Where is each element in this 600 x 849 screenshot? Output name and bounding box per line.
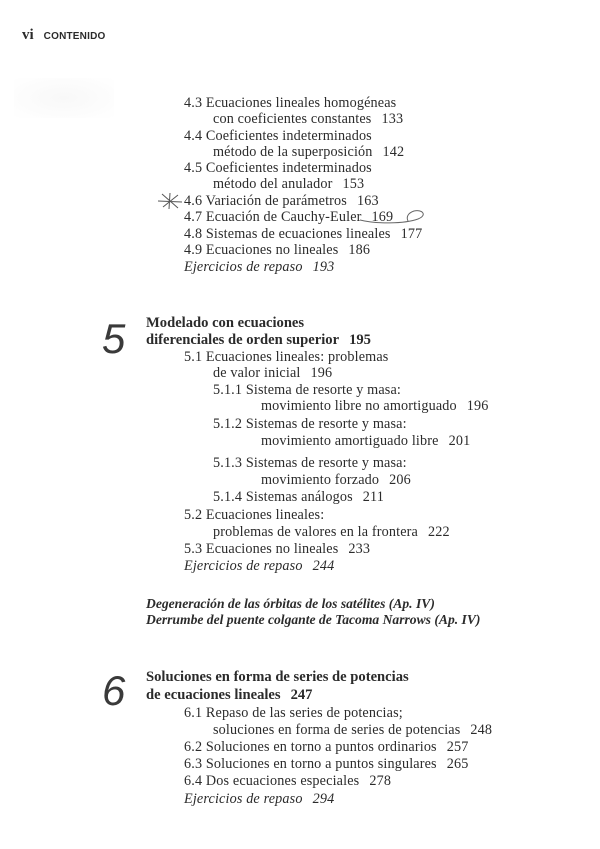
essay-entry-2: Derrumbe del puente colgante de Tacoma Narrows (Ap. IV) (146, 612, 481, 627)
toc-entry-6-1-line2: soluciones en forma de series de potencias 248 (213, 722, 493, 738)
chapter-5-title-line2: diferenciales de orden superior 195 (146, 332, 371, 348)
toc-entry-5-1-4: 5.1.4 Sistemas análogos 211 (213, 489, 385, 505)
chapter-5-title-line1: Modelado con ecuaciones (146, 315, 305, 331)
toc-review-ch6: Ejercicios de repaso 294 (184, 791, 335, 807)
toc-page-number: 211 (362, 489, 385, 505)
toc-page-number: 177 (400, 226, 423, 242)
toc-entry-5-1-line2: de valor inicial 196 (213, 365, 333, 381)
essay-entry-1: Degeneración de las órbitas de los satélites (Ap. IV) (146, 596, 435, 611)
toc-page-number: 278 (369, 773, 392, 789)
toc-review-ch5: Ejercicios de repaso 244 (184, 558, 335, 574)
toc-page-number: 244 (312, 558, 335, 574)
toc-entry-4-4-line1: 4.4 Coeficientes indeterminados (184, 128, 372, 144)
toc-page-number: 163 (356, 193, 379, 209)
toc-page-number: 133 (381, 111, 404, 127)
toc-entry-6-2: 6.2 Soluciones en torno a puntos ordinarios 257 (184, 739, 469, 755)
toc-page-number: 196 (466, 398, 489, 414)
toc-entry-4-3-line1: 4.3 Ecuaciones lineales homogéneas (184, 95, 397, 111)
chapter-6-title-line1: Soluciones en forma de series de potencias (146, 669, 409, 685)
toc-entry-5-1-3-line2: movimiento forzado 206 (261, 472, 411, 488)
circle-mark-icon (356, 207, 428, 225)
toc-entry-4-5-line2: método del anulador 153 (213, 176, 365, 192)
toc-page-number: 257 (446, 739, 469, 755)
toc-page-number: 265 (446, 756, 469, 772)
toc-page-number: 153 (342, 176, 365, 192)
toc-entry-4-6: 4.6 Variación de parámetros 163 (184, 193, 379, 209)
toc-page-number: 169 (371, 209, 394, 225)
toc-page-number: 193 (312, 259, 335, 275)
toc-entry-6-4: 6.4 Dos ecuaciones especiales 278 (184, 773, 392, 789)
toc-entry-5-1-2-line1: 5.1.2 Sistemas de resorte y masa: (213, 416, 407, 432)
toc-entry-4-7: 4.7 Ecuación de Cauchy-Euler 169 (184, 209, 394, 225)
toc-entry-6-1-line1: 6.1 Repaso de las series de potencias; (184, 705, 403, 721)
toc-page-number: 248 (470, 722, 493, 738)
toc-entry-4-4-line2: método de la superposición 142 (213, 144, 405, 160)
toc-page-number: 196 (310, 365, 333, 381)
toc-entry-4-8: 4.8 Sistemas de ecuaciones lineales 177 (184, 226, 423, 242)
toc-page-number: 222 (427, 524, 450, 540)
toc-entry-5-1-line1: 5.1 Ecuaciones lineales: problemas (184, 349, 389, 365)
chapter-6-number: 6 (102, 667, 126, 714)
toc-page-number: 294 (312, 791, 335, 807)
toc-entry-5-2-line2: problemas de valores en la frontera 222 (213, 524, 450, 540)
scan-smudge (14, 78, 114, 118)
toc-page-number: 195 (349, 332, 371, 348)
asterisk-mark-icon (156, 192, 184, 210)
chapter-5-number: 5 (102, 315, 126, 362)
toc-entry-4-9: 4.9 Ecuaciones no lineales 186 (184, 242, 371, 258)
toc-entry-5-3: 5.3 Ecuaciones no lineales 233 (184, 541, 371, 557)
running-title: CONTENIDO (43, 31, 106, 42)
toc-page-number: 201 (448, 433, 471, 449)
toc-entry-5-1-3-line1: 5.1.3 Sistemas de resorte y masa: (213, 455, 407, 471)
toc-page-number: 233 (348, 541, 371, 557)
toc-page-number: 206 (389, 472, 411, 488)
toc-entry-4-5-line1: 4.5 Coeficientes indeterminados (184, 160, 372, 176)
toc-entry-6-3: 6.3 Soluciones en torno a puntos singulares 265 (184, 756, 469, 772)
toc-page-number: 247 (290, 687, 313, 703)
toc-entry-5-1-1-line2: movimiento libre no amortiguado 196 (261, 398, 489, 414)
page-header (22, 27, 105, 44)
toc-review-ch4: Ejercicios de repaso 193 (184, 259, 335, 275)
toc-page-number: 186 (348, 242, 371, 258)
toc-entry-5-1-2-line2: movimiento amortiguado libre 201 (261, 433, 471, 449)
toc-entry-4-3-line2: con coeficientes constantes 133 (213, 111, 404, 127)
toc-entry-5-2-line1: 5.2 Ecuaciones lineales: (184, 507, 325, 523)
toc-page-number: 142 (382, 144, 405, 160)
page-numeral: vi (22, 27, 34, 43)
toc-entry-5-1-1-line1: 5.1.1 Sistema de resorte y masa: (213, 382, 402, 398)
chapter-6-title-line2: de ecuaciones lineales 247 (146, 687, 313, 703)
